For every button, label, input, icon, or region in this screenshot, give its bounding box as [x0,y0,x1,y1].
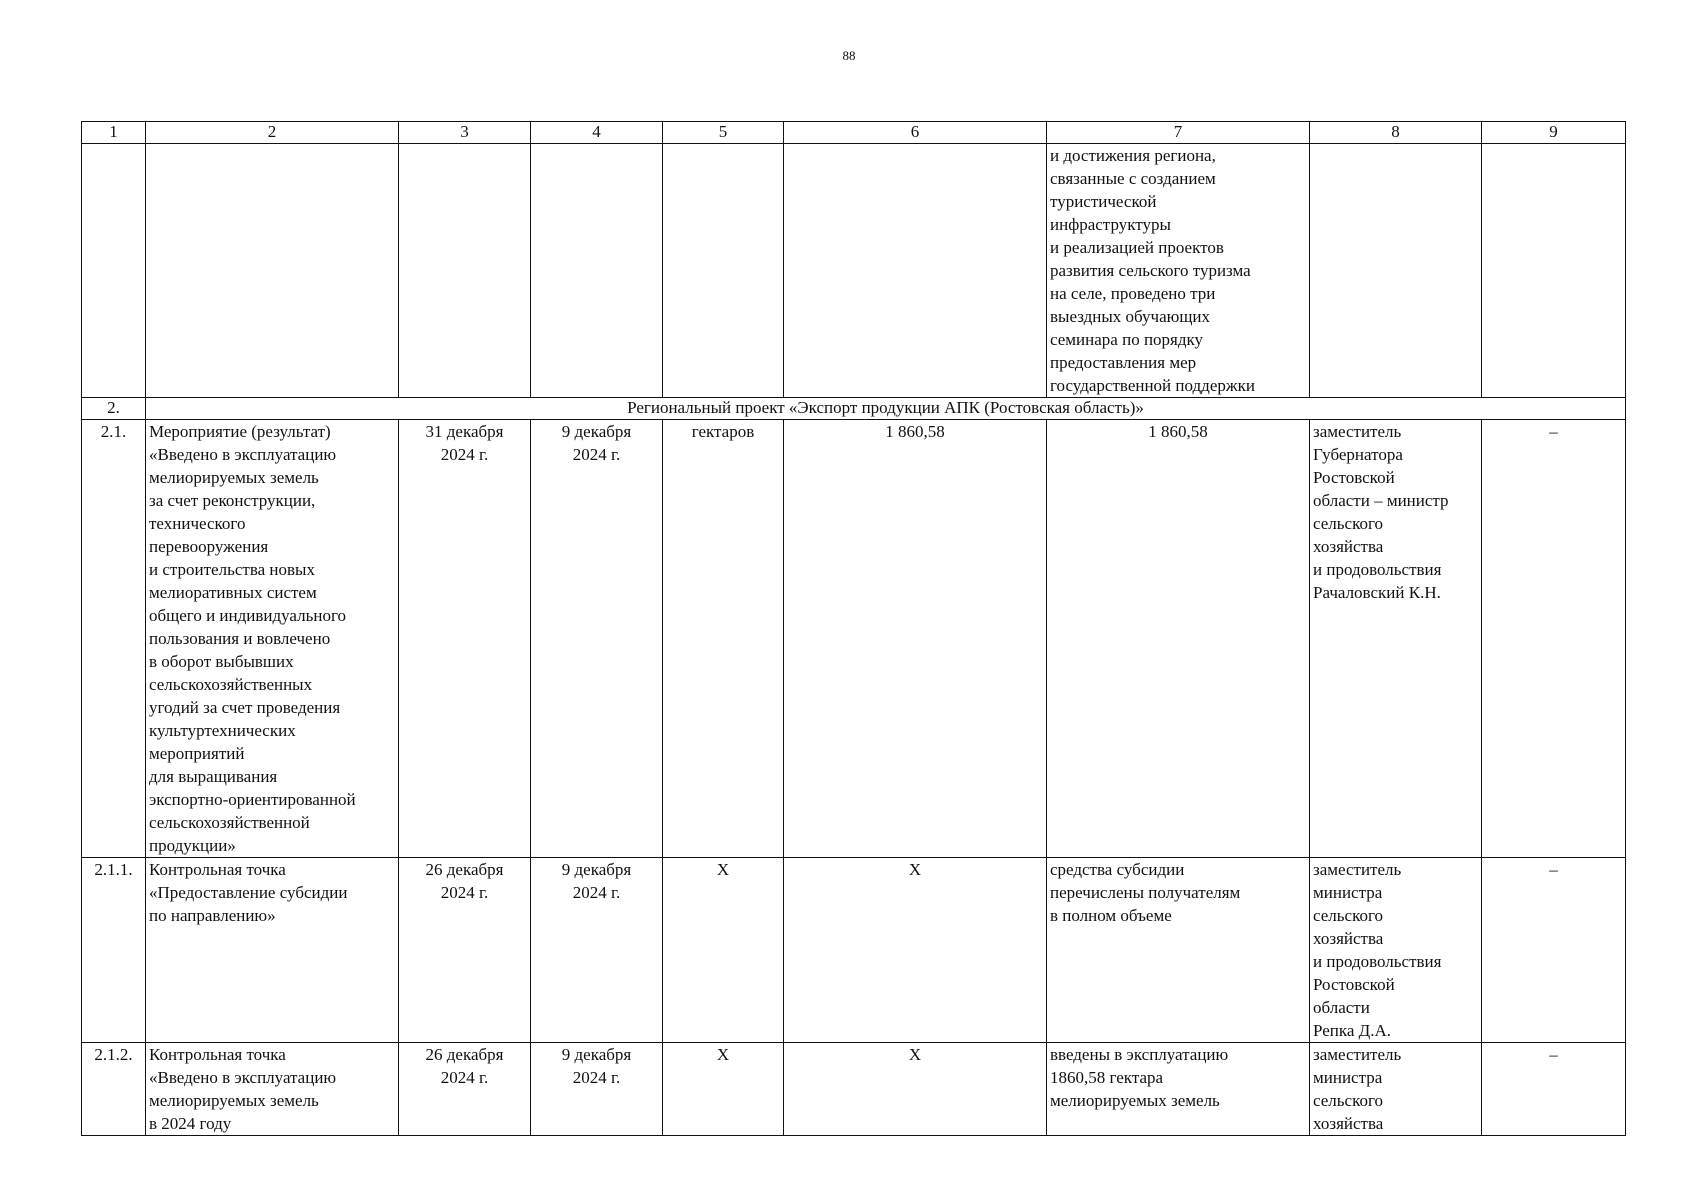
row-date-plan: 31 декабря 2024 г. [399,420,531,858]
table-row [82,858,1626,1043]
row-date-fact: 9 декабря 2024 г. [531,1043,663,1136]
column-number-9: 9 [1482,122,1626,144]
table-cell [82,144,146,398]
column-number-header-row [82,122,1626,144]
row-value-fact: средства субсидии перечислены получателям в полном объеме [1047,858,1310,1043]
row-date-plan: 26 декабря 2024 г. [399,1043,531,1136]
column-number-7: 7 [1047,122,1310,144]
column-number-8: 8 [1310,122,1482,144]
row-unit: Х [663,858,784,1043]
row-responsible: заместитель министра сельского хозяйства и продовольствия Ростовской области Репка Д.А. [1310,858,1482,1043]
row-number: 2.1.1. [82,858,146,1043]
table-cell [399,144,531,398]
row-note: – [1482,1043,1626,1136]
row-value-fact: 1 860,58 [1047,420,1310,858]
table-cell [1310,144,1482,398]
row-date-fact: 9 декабря 2024 г. [531,420,663,858]
table-cell [784,144,1047,398]
row-number: 2.1.2. [82,1043,146,1136]
table-cell [531,144,663,398]
section-number: 2. [82,398,146,420]
section-title: Региональный проект «Экспорт продукции АПК (Ростовская область)» [146,398,1626,420]
row-value-plan: 1 860,58 [784,420,1047,858]
row-date-fact: 9 декабря 2024 г. [531,858,663,1043]
column-number-4: 4 [531,122,663,144]
column-number-1: 1 [82,122,146,144]
report-table [81,121,1626,1136]
column-number-6: 6 [784,122,1047,144]
row-value-plan: Х [784,1043,1047,1136]
row-responsible: заместитель министра сельского хозяйства [1310,1043,1482,1136]
row-name: Мероприятие (результат) «Введено в эксплуатацию мелиорируемых земель за счет реконструкции, технического перевооружения и строительства новых мелиоративных систем общего и индивидуального пользования и вовлечено в оборот выбывших сельскохозяйственных угодий за счет проведения культуртехнических мероприятий для выращивания экспортно-ориентированной сельскохозяйственной продукции» [146,420,399,858]
section-row [82,398,1626,420]
table-row [82,420,1626,858]
row-responsible: заместитель Губернатора Ростовской области – министр сельского хозяйства и продовольствия Рачаловский К.Н. [1310,420,1482,858]
column-number-2: 2 [146,122,399,144]
row-unit: Х [663,1043,784,1136]
continuation-row [82,144,1626,398]
row-date-plan: 26 декабря 2024 г. [399,858,531,1043]
row-note: – [1482,420,1626,858]
table-cell [1482,144,1626,398]
column-number-3: 3 [399,122,531,144]
page-number: 88 [842,48,856,63]
table-cell [146,144,399,398]
row-unit: гектаров [663,420,784,858]
row-name: Контрольная точка «Предоставление субсидии по направлению» [146,858,399,1043]
row-value-fact: введены в эксплуатацию 1860,58 гектара мелиорируемых земель [1047,1043,1310,1136]
row-number: 2.1. [82,420,146,858]
column-number-5: 5 [663,122,784,144]
continuation-result-text: и достижения региона, связанные с созданием туристической инфраструктуры и реализацией проектов развития сельского туризма на селе, проведено три выездных обучающих семинара по порядку предоставления мер государственной поддержки [1047,144,1310,398]
row-name: Контрольная точка «Введено в эксплуатацию мелиорируемых земель в 2024 году [146,1043,399,1136]
table-row [82,1043,1626,1136]
table-cell [663,144,784,398]
row-value-plan: Х [784,858,1047,1043]
row-note: – [1482,858,1626,1043]
